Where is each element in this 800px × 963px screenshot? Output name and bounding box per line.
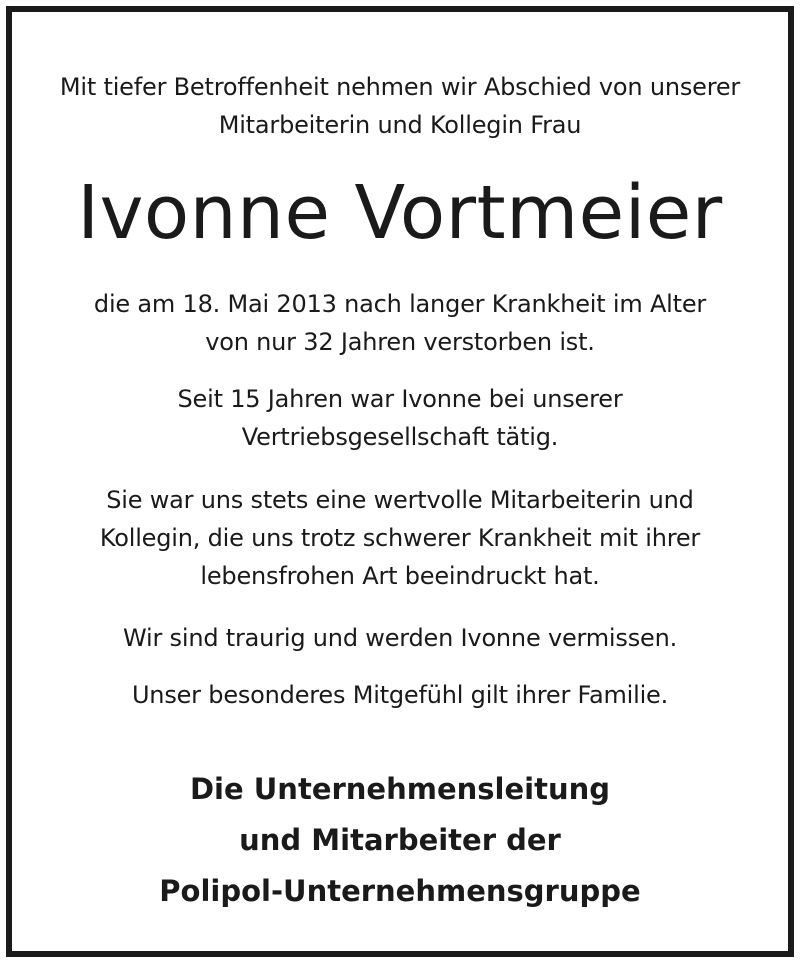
- paragraph-tribute: [12, 481, 788, 595]
- intro-line: Mitarbeiterin und Kollegin Frau: [218, 111, 582, 139]
- paragraph-mourning: [12, 619, 788, 657]
- paragraph-line: Vertriebsgesellschaft tätig.: [241, 423, 559, 451]
- paragraph-line: lebensfrohen Art beeindruckt hat.: [200, 562, 600, 590]
- signature-line: Die Unternehmensleitung: [189, 772, 611, 806]
- paragraph-death-notice: [12, 285, 788, 361]
- intro-line: Mit tiefer Betroffenheit nehmen wir Abschied von unserer: [59, 73, 741, 101]
- paragraph-employment: [12, 380, 788, 456]
- paragraph-line: von nur 32 Jahren verstorben ist.: [205, 328, 595, 356]
- obituary-frame: [6, 6, 794, 957]
- intro-text: [12, 68, 788, 144]
- paragraph-line: die am 18. Mai 2013 nach langer Krankheit im Alter: [93, 290, 707, 318]
- paragraph-line: Kollegin, die uns trotz schwerer Krankheit mit ihrer: [99, 524, 701, 552]
- obituary-content: [12, 12, 788, 951]
- paragraph-line: Wir sind traurig und werden Ivonne vermissen.: [122, 624, 678, 652]
- paragraph-condolence: [12, 676, 788, 714]
- signature-line: und Mitarbeiter der: [239, 823, 561, 857]
- deceased-name: Ivonne Vortmeier: [77, 170, 723, 256]
- signature-line: Polipol-Unternehmensgruppe: [159, 874, 641, 908]
- paragraph-line: Sie war uns stets eine wertvolle Mitarbeiterin und: [106, 486, 694, 514]
- paragraph-line: Seit 15 Jahren war Ivonne bei unserer: [177, 385, 623, 413]
- signature-block: [12, 764, 788, 917]
- paragraph-line: Unser besonderes Mitgefühl gilt ihrer Familie.: [131, 681, 669, 709]
